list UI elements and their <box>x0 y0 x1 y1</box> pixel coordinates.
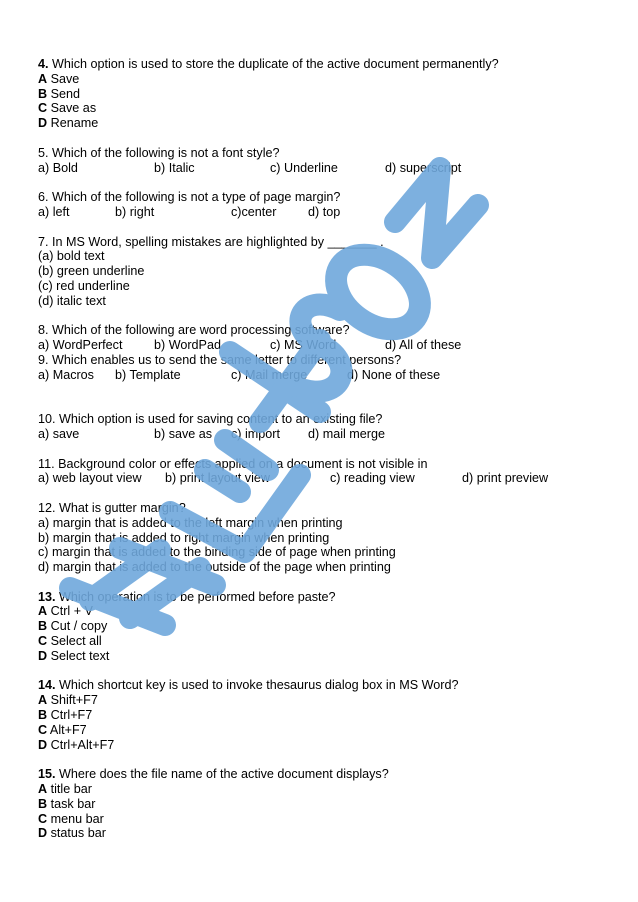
option-c: c) Underline <box>270 160 338 175</box>
option-a: a) web layout view <box>38 471 142 486</box>
option-c: c) MS Word <box>270 338 337 353</box>
option-a <box>38 604 618 619</box>
option-a: a) save <box>38 426 80 441</box>
question-5: 5. Which of the following is not a font style? <box>38 145 280 160</box>
option-text: Cut / copy <box>47 619 108 634</box>
option-letter: D <box>38 737 48 752</box>
question-11: 11. Background color or effects applied on a document is not visible in <box>38 456 428 471</box>
option-letter: C <box>38 722 48 737</box>
option-a: (a) bold text <box>38 249 105 264</box>
question-text: Which operation is to be performed before paste? <box>55 589 336 604</box>
option-b: (b) green underline <box>38 264 145 279</box>
question-15 <box>38 767 618 782</box>
option-c <box>38 634 618 649</box>
question-8: 8. Which of the following are word processing software? <box>38 323 350 338</box>
options-row <box>38 205 618 220</box>
option-a: a) WordPerfect <box>38 338 123 353</box>
option-a <box>38 693 618 708</box>
option-a <box>38 782 618 797</box>
question-14 <box>38 678 618 693</box>
option-b <box>38 87 618 102</box>
option-d <box>38 738 618 753</box>
option-text: menu bar <box>47 811 104 826</box>
option-b: b) WordPad <box>154 338 221 353</box>
question-text: Where does the file name of the active document displays? <box>55 767 389 782</box>
option-letter: C <box>38 101 48 116</box>
option-letter: B <box>38 796 48 811</box>
option-c: c) Mail merge <box>231 367 308 382</box>
question-number: 4. <box>38 57 49 71</box>
option-letter: D <box>38 116 48 131</box>
option-text: Save as <box>47 101 97 116</box>
option-text: Ctrl+F7 <box>47 708 93 723</box>
option-b: b) margin that is added to right margin when printing <box>38 530 330 545</box>
options-row <box>38 471 618 486</box>
option-b: b) right <box>115 204 155 219</box>
option-d: d) mail merge <box>308 426 385 441</box>
option-letter: A <box>38 782 48 797</box>
option-b: b) print layout view <box>165 471 270 486</box>
option-d: d) top <box>308 204 341 219</box>
option-letter: D <box>38 826 48 841</box>
options-row <box>38 161 618 176</box>
option-text: Rename <box>47 116 99 131</box>
option-c: c) reading view <box>330 471 415 486</box>
option-text: Select all <box>47 634 102 649</box>
option-c: (c) red underline <box>38 278 130 293</box>
options-row <box>38 427 618 442</box>
question-document <box>38 57 618 841</box>
option-d: d) All of these <box>385 338 462 353</box>
question-text: Which option is used to store the duplicate of the active document permanently? <box>48 57 499 71</box>
option-text: Ctrl + V <box>47 604 93 619</box>
option-b <box>38 619 618 634</box>
question-13 <box>38 590 618 605</box>
option-letter: C <box>38 811 48 826</box>
option-a <box>38 72 618 87</box>
option-text: Select text <box>47 648 110 663</box>
option-letter: D <box>38 648 48 663</box>
question-number: 13. <box>38 589 56 604</box>
option-letter: B <box>38 619 48 634</box>
option-text: Shift+F7 <box>47 693 98 708</box>
question-4 <box>38 57 618 72</box>
question-6: 6. Which of the following is not a type of page margin? <box>38 190 341 205</box>
question-number: 15. <box>38 767 56 782</box>
option-d <box>38 116 618 131</box>
question-9: 9. Which enables us to send the same letter to different persons? <box>38 352 402 367</box>
question-12: 12. What is gutter margin? <box>38 500 186 515</box>
option-letter: B <box>38 708 48 723</box>
option-text: Send <box>47 86 81 101</box>
question-text: Which shortcut key is used to invoke thesaurus dialog box in MS Word? <box>55 678 459 693</box>
option-d: d) None of these <box>347 367 441 382</box>
option-b: b) save as <box>154 426 213 441</box>
option-d <box>38 649 618 664</box>
option-d: (d) italic text <box>38 293 106 308</box>
options-row <box>38 368 618 383</box>
option-b: b) Italic <box>154 160 195 175</box>
option-c: c) import <box>231 426 280 441</box>
option-text: task bar <box>47 796 96 811</box>
option-a: a) margin that is added to the left margin when printing <box>38 515 343 530</box>
option-text: title bar <box>47 782 92 797</box>
question-10: 10. Which option is used for saving content to an existing file? <box>38 412 383 427</box>
option-b: b) Template <box>115 367 181 382</box>
option-c <box>38 812 618 827</box>
question-number: 14. <box>38 678 56 693</box>
option-text: status bar <box>47 826 106 841</box>
option-a: a) Macros <box>38 367 94 382</box>
option-b <box>38 708 618 723</box>
option-c: c) margin that is added to the binding side of page when printing <box>38 545 396 560</box>
option-b <box>38 797 618 812</box>
option-c <box>38 101 618 116</box>
option-text: Alt+F7 <box>47 722 87 737</box>
option-a: a) left <box>38 204 70 219</box>
option-d: d) superscript <box>385 160 462 175</box>
option-d <box>38 826 618 841</box>
option-text: Save <box>47 71 80 86</box>
option-letter: C <box>38 634 48 649</box>
option-letter: A <box>38 693 48 708</box>
option-letter: A <box>38 71 48 86</box>
option-d: d) print preview <box>462 471 549 486</box>
option-c <box>38 723 618 738</box>
option-letter: A <box>38 604 48 619</box>
option-text: Ctrl+Alt+F7 <box>47 737 115 752</box>
options-row <box>38 338 618 353</box>
option-c: c)center <box>231 204 277 219</box>
option-letter: B <box>38 86 48 101</box>
question-7: 7. In MS Word, spelling mistakes are highlighted by _______ . <box>38 234 384 249</box>
option-a: a) Bold <box>38 160 78 175</box>
option-d: d) margin that is added to the outside of the page when printing <box>38 560 391 575</box>
